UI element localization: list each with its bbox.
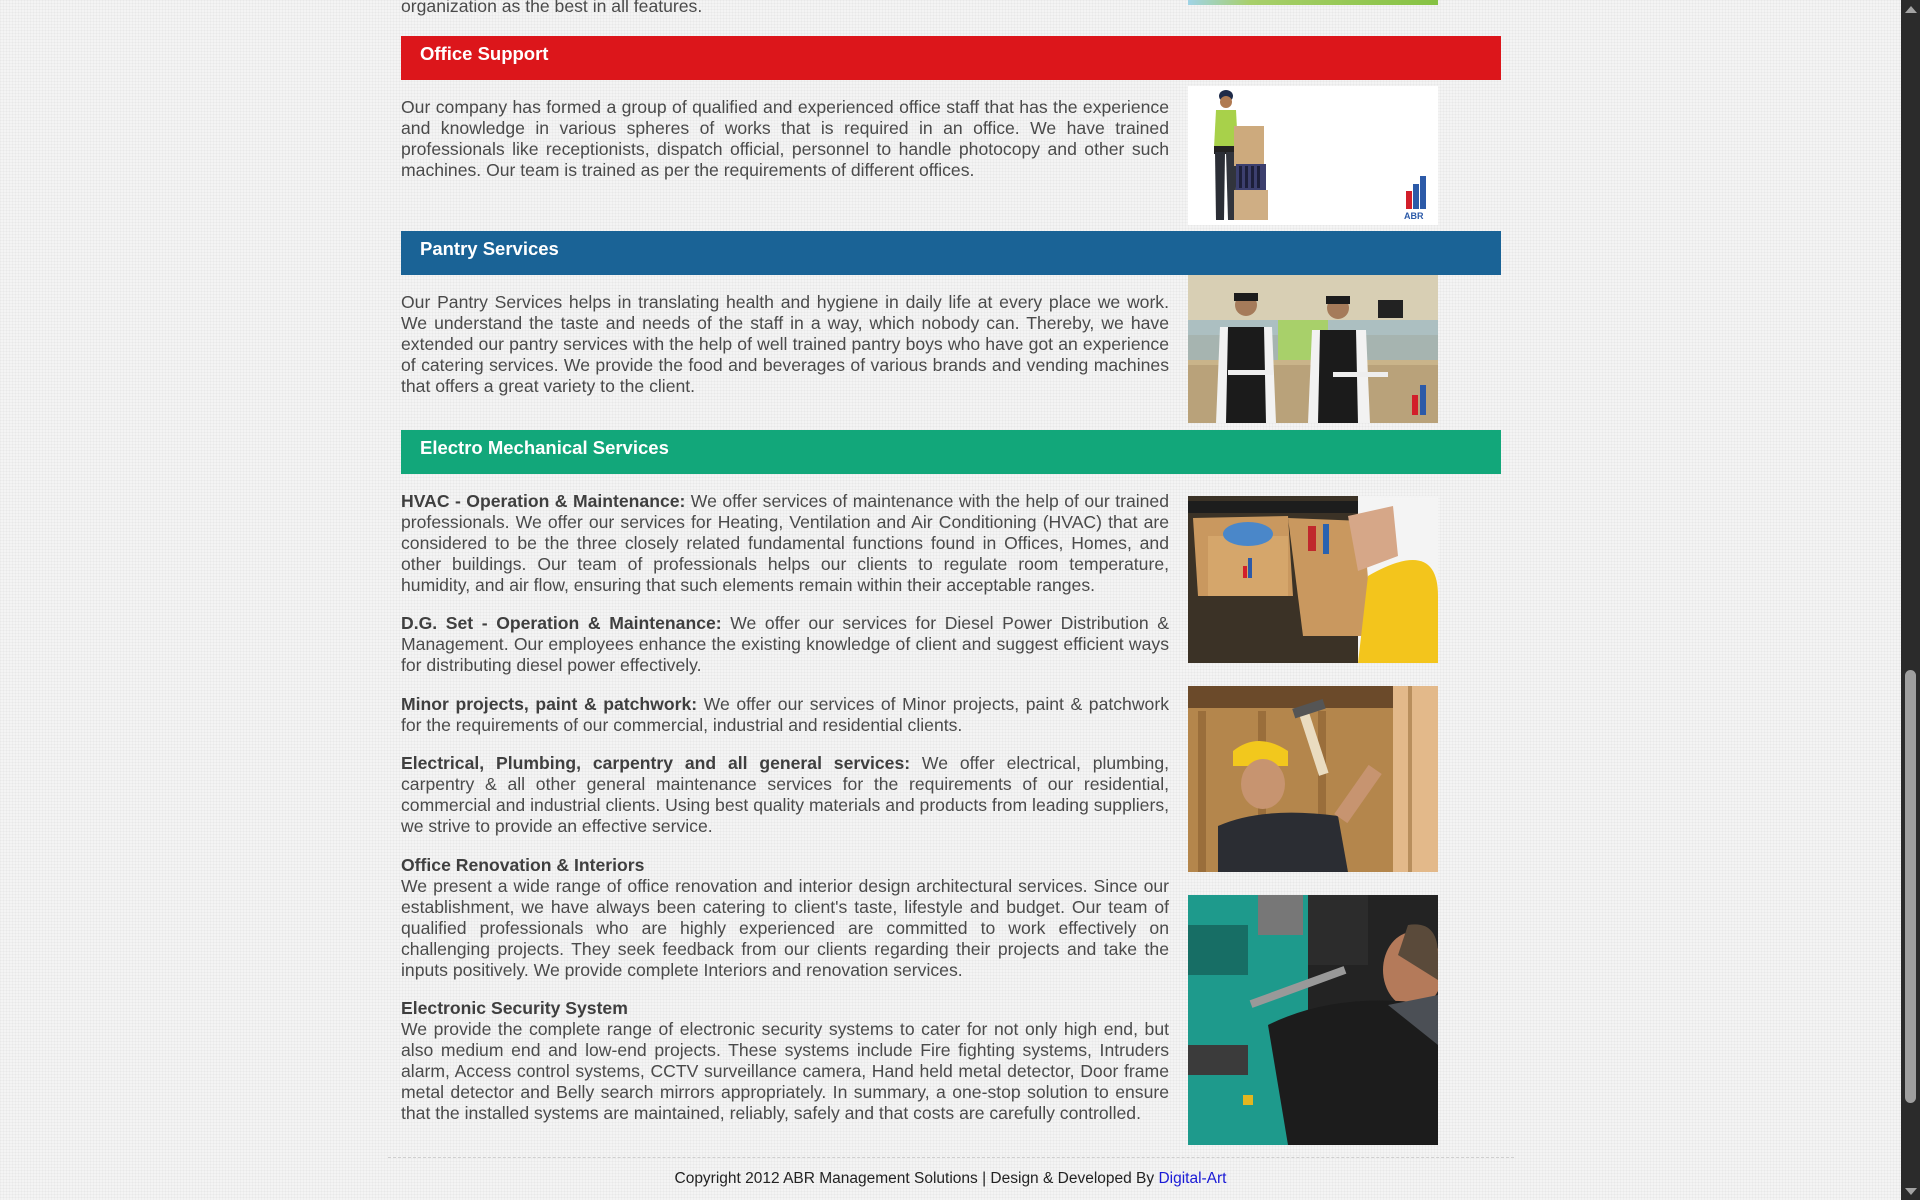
developer-link[interactable]: Digital-Art bbox=[1158, 1170, 1227, 1187]
intro-tail-text: organization as the best in all features. bbox=[401, 0, 703, 16]
service-heading: D.G. Set - Operation & Maintenance: bbox=[401, 613, 722, 633]
service-text: We present a wide range of office renovation and interior design architectural services. Since our establishment, we have always been catering to client's taste, lifestyle and budget. Our team of qualified professionals who are highly experienced are committed to work effectively on challenging projects. They seek feedback from our clients regarding their projects and take the inputs positively. We provide complete Interiors and renovation services. bbox=[401, 876, 1169, 980]
previous-section-image bbox=[1188, 0, 1438, 5]
footer bbox=[0, 1170, 1901, 1188]
office-support-text: Our company has formed a group of qualified and experienced office staff that has the experience and knowledge in various spheres of works that is required in an office. We have trained professionals like receptionists, dispatch official, personnel to handle photocopy and other such machines. Our team is trained as per the requirements of different offices. bbox=[401, 97, 1169, 180]
office-support-header bbox=[401, 36, 1501, 80]
service-heading: HVAC - Operation & Maintenance: bbox=[401, 491, 686, 511]
service-heading: Minor projects, paint & patchwork: bbox=[401, 694, 698, 714]
service-text: We offer our services for Diesel Power Distribution & Management. Our employees enhance the existing knowledge of client and suggest efficient ways for distributing diesel power effectively. bbox=[401, 613, 1169, 675]
service-heading: Office Renovation & Interiors bbox=[401, 855, 645, 875]
scrollbar-thumb[interactable] bbox=[1905, 670, 1916, 1103]
electro-mechanical-title: Electro Mechanical Services bbox=[420, 437, 669, 458]
tool-belt-image bbox=[1188, 496, 1438, 663]
service-text: We offer electrical, plumbing, carpentry & all other general maintenance services for the requirements of our residential, commercial and industrial clients. Using best quality materials and products from leading suppliers, we strive to provide an effective service. bbox=[401, 753, 1169, 836]
scroll-down-arrow-icon[interactable] bbox=[1905, 1188, 1917, 1195]
copyright-text: Copyright 2012 ABR Management Solutions | Design & Developed By bbox=[674, 1170, 1159, 1187]
tool-belt-photo bbox=[1188, 496, 1438, 663]
office-support-image bbox=[1188, 86, 1438, 225]
pantry-services-text: Our Pantry Services helps in translating health and hygiene in daily life at every place we work. We understand the taste and needs of the staff in a way, which nobody can. Thereby, we have extended our pantry services with the help of well trained pantry boys who have got an experience of catering services. We provide the food and beverages of various brands and vending machines that offers a great variety to the client. bbox=[401, 292, 1169, 396]
pantry-staff-photo bbox=[1188, 275, 1438, 423]
service-office-renovation bbox=[401, 855, 1169, 981]
pantry-services-title: Pantry Services bbox=[420, 238, 559, 259]
service-text: We provide the complete range of electronic security systems to cater for not only high end, but also medium end and low-end projects. These systems include Fire fighting systems, Intruders alarm, Access control systems, CCTV surveillance camera, Hand held metal detector, Door frame metal detector and Belly search mirrors appropriately. In summary, a one-stop solution to ensure that the installed systems are maintained, reliably, safely and that costs are carefully controlled. bbox=[401, 1019, 1169, 1123]
footer-divider bbox=[388, 1157, 1514, 1158]
carpenter-photo bbox=[1188, 686, 1438, 872]
service-electronic-security bbox=[401, 998, 1169, 1124]
electro-mechanical-header bbox=[401, 430, 1501, 474]
generator-maintenance-image bbox=[1188, 895, 1438, 1145]
service-dg-set bbox=[401, 613, 1169, 676]
generator-photo bbox=[1188, 895, 1438, 1145]
office-support-title: Office Support bbox=[420, 43, 549, 64]
service-minor-projects bbox=[401, 694, 1169, 736]
service-text: We offer services of maintenance with the help of our trained professionals. We offer our services for Heating, Ventilation and Air Conditioning (HVAC) that are considered to be the three closely related fundamental functions found in Offices, Homes, and other buildings. Our team of professionals helps our clients to regulate room temperature, humidity, and air flow, ensuring that such elements remain within their acceptable ranges. bbox=[401, 491, 1169, 595]
abr-logo-text: ABR bbox=[1404, 211, 1424, 221]
service-text: We offer our services of Minor projects, paint & patchwork for the requirements of our commercial, industrial and residential clients. bbox=[401, 694, 1169, 735]
carpenter-image bbox=[1188, 686, 1438, 872]
pantry-services-image bbox=[1188, 275, 1438, 423]
service-hvac bbox=[401, 491, 1169, 596]
scroll-up-arrow-icon[interactable] bbox=[1905, 6, 1917, 13]
service-heading: Electrical, Plumbing, carpentry and all general services: bbox=[401, 753, 911, 773]
page-scrollbar[interactable] bbox=[1901, 0, 1920, 1200]
pantry-services-header bbox=[401, 231, 1501, 275]
service-heading: Electronic Security System bbox=[401, 998, 628, 1018]
office-worker-illustration bbox=[1188, 86, 1438, 225]
service-electrical-plumbing bbox=[401, 753, 1169, 837]
